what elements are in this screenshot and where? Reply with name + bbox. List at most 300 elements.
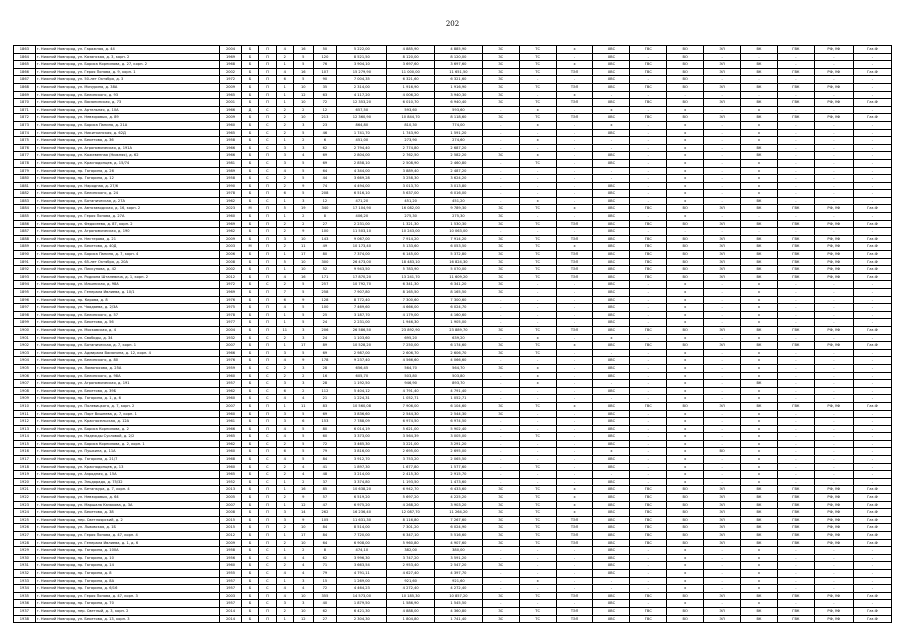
table-cell: ХВС: [593, 220, 630, 228]
table-cell: ТС: [519, 46, 556, 54]
table-cell: 1 916,90: [435, 83, 483, 91]
table-cell: 8 165,50: [387, 289, 435, 297]
table-cell: 17: [293, 251, 313, 259]
table-cell: 1873: [14, 121, 36, 129]
table-cell: ЗС: [482, 76, 519, 84]
table-cell: -: [853, 129, 891, 137]
table-cell: ЗС: [482, 53, 519, 61]
table-cell: х: [741, 600, 778, 608]
table-cell: ВО: [667, 258, 704, 266]
table-cell: -: [630, 76, 667, 84]
table-cell: ГВК: [777, 205, 814, 213]
table-cell: 12: [313, 106, 337, 114]
table-cell: -: [556, 425, 593, 433]
table-cell: -: [814, 289, 853, 297]
table-cell: ГВС: [630, 258, 667, 266]
table-cell: -: [853, 121, 891, 129]
table-cell: 3: [293, 364, 313, 372]
table-cell: 1 741,40: [435, 615, 483, 623]
table-cell: х: [556, 501, 593, 509]
table-cell: -: [853, 364, 891, 372]
table-cell: 921,60: [435, 577, 483, 585]
table-cell: х: [556, 205, 593, 213]
table-cell: ЭЛ: [704, 273, 741, 281]
table-cell: 5: [293, 289, 313, 297]
table-row: [14, 137, 892, 145]
table-cell: 1: [276, 266, 293, 274]
table-cell: -: [556, 569, 593, 577]
table-cell: 27: [313, 615, 337, 623]
table-cell: 1969: [220, 289, 242, 297]
table-cell: П: [259, 425, 276, 433]
table-cell: ГВК: [777, 494, 814, 502]
table-cell: -: [556, 562, 593, 570]
table-cell: -: [482, 547, 519, 555]
table-cell: 6: [313, 137, 337, 145]
table-cell: 1880: [14, 175, 36, 183]
table-cell: 1 052,71: [435, 395, 483, 403]
table-cell: 69: [313, 159, 337, 167]
table-cell: 5: [293, 425, 313, 433]
table-cell: Газ.Ф: [853, 326, 891, 334]
table-cell: -: [556, 281, 593, 289]
table-cell: х: [667, 410, 704, 418]
table-cell: -: [556, 395, 593, 403]
table-cell: 2004: [220, 46, 242, 54]
table-cell: 16 236,40: [337, 509, 387, 517]
table-cell: 26 473,00: [337, 258, 387, 266]
address-cell: г. Нижний Новгород, ул. Бекетова, д. 38: [35, 509, 219, 517]
table-cell: 2012: [220, 273, 242, 281]
table-cell: -: [704, 554, 741, 562]
table-cell: 3 663,54: [337, 562, 387, 570]
table-cell: -: [777, 456, 814, 464]
table-cell: -: [482, 456, 519, 464]
table-cell: Б: [241, 76, 258, 84]
table-cell: П: [259, 273, 276, 281]
table-cell: Б: [241, 228, 258, 236]
table-cell: 1892: [14, 266, 36, 274]
table-cell: -: [741, 76, 778, 84]
table-cell: ХВС: [593, 456, 630, 464]
table-row: [14, 114, 892, 122]
table-cell: 5: [276, 258, 293, 266]
table-cell: -: [556, 53, 593, 61]
table-cell: -: [704, 311, 741, 319]
table-cell: ЗС: [482, 349, 519, 357]
table-cell: 7 267,60: [435, 516, 483, 524]
table-cell: 3 669,28: [337, 175, 387, 183]
table-cell: 2: [276, 53, 293, 61]
address-cell: г. Нижний Новгород, ул. Свободы, д. 34: [35, 334, 219, 342]
table-cell: ВК: [741, 152, 778, 160]
table-row: [14, 121, 892, 129]
table-cell: ЭЛ: [704, 524, 741, 532]
table-cell: ВК: [741, 243, 778, 251]
table-cell: ЭЛ: [704, 61, 741, 69]
table-cell: 8: [313, 547, 337, 555]
table-cell: -: [853, 554, 891, 562]
table-cell: х: [667, 433, 704, 441]
table-cell: -: [814, 53, 853, 61]
table-cell: 2013: [220, 486, 242, 494]
table-cell: М: [241, 243, 258, 251]
table-cell: -: [814, 197, 853, 205]
table-cell: 2005: [220, 494, 242, 502]
table-cell: -: [853, 190, 891, 198]
table-cell: ВК: [741, 46, 778, 54]
table-cell: С: [259, 197, 276, 205]
table-cell: 2: [276, 471, 293, 479]
table-cell: -: [814, 182, 853, 190]
table-cell: 8 514,00: [337, 524, 387, 532]
table-cell: х: [741, 585, 778, 593]
table-cell: -: [482, 380, 519, 388]
table-cell: 1927: [14, 532, 36, 540]
table-cell: 2 544,30: [435, 410, 483, 418]
table-cell: ЭЛ: [704, 83, 741, 91]
table-cell: -: [593, 144, 630, 152]
table-cell: 6 975,20: [337, 501, 387, 509]
table-cell: ГВК: [777, 486, 814, 494]
table-cell: -: [482, 167, 519, 175]
table-cell: х: [667, 387, 704, 395]
table-cell: -: [777, 418, 814, 426]
table-cell: 564,70: [387, 364, 435, 372]
table-cell: ЗС: [482, 46, 519, 54]
table-cell: 1 321,30: [387, 220, 435, 228]
table-cell: -: [777, 319, 814, 327]
table-cell: 10: [293, 592, 313, 600]
table-cell: ХВС: [593, 197, 630, 205]
address-cell: г. Нижний Новгород, ул. Белинского, д. 24: [35, 190, 219, 198]
table-cell: 11 631,30: [337, 516, 387, 524]
table-cell: ТЭЛ: [556, 539, 593, 547]
table-cell: 28: [313, 364, 337, 372]
table-cell: 262: [313, 509, 337, 517]
table-cell: -: [814, 296, 853, 304]
table-cell: х: [593, 334, 630, 342]
table-row: [14, 357, 892, 365]
table-cell: ТС: [519, 402, 556, 410]
table-cell: РФ, УФ: [814, 607, 853, 615]
table-cell: х: [741, 418, 778, 426]
table-cell: -: [704, 129, 741, 137]
table-row: [14, 76, 892, 84]
table-cell: ВК: [741, 532, 778, 540]
table-cell: 5: [293, 129, 313, 137]
table-cell: 15: [313, 577, 337, 585]
table-cell: 1928: [14, 539, 36, 547]
table-cell: ЗС: [482, 205, 519, 213]
table-cell: ТС: [519, 83, 556, 91]
table-row: [14, 600, 892, 608]
table-cell: 4 268,20: [387, 501, 435, 509]
table-cell: -: [853, 137, 891, 145]
table-cell: 4: [293, 463, 313, 471]
table-cell: -: [519, 311, 556, 319]
table-cell: 2: [276, 175, 293, 183]
table-cell: 6 053,50: [435, 243, 483, 251]
table-cell: Б: [241, 175, 258, 183]
table-cell: Газ.Ф: [853, 494, 891, 502]
table-cell: РФ, УФ: [814, 251, 853, 259]
table-cell: ГВК: [777, 592, 814, 600]
table-cell: 80: [313, 251, 337, 259]
table-cell: 4: [276, 357, 293, 365]
table-cell: 5: [293, 319, 313, 327]
table-cell: 3 214,00: [337, 471, 387, 479]
table-cell: ВО: [667, 251, 704, 259]
table-cell: ТС: [519, 592, 556, 600]
table-cell: -: [777, 387, 814, 395]
table-cell: ХВС: [593, 569, 630, 577]
table-cell: х: [593, 448, 630, 456]
table-cell: 4: [276, 395, 293, 403]
table-cell: -: [556, 152, 593, 160]
table-cell: 1 545,50: [435, 600, 483, 608]
table-cell: -: [704, 175, 741, 183]
table-cell: ТЭЛ: [556, 326, 593, 334]
table-cell: 2: [276, 220, 293, 228]
table-cell: х: [741, 106, 778, 114]
table-cell: ТЭЛ: [556, 592, 593, 600]
table-cell: 5: [293, 61, 313, 69]
table-cell: -: [482, 463, 519, 471]
address-cell: г. Нижний Новгород, ул. Ботаническая, д. 27А: [35, 197, 219, 205]
table-cell: 2: [276, 121, 293, 129]
table-cell: 6 908,00: [337, 539, 387, 547]
table-cell: х: [741, 129, 778, 137]
table-cell: ЗС: [482, 494, 519, 502]
table-cell: ВО: [667, 61, 704, 69]
table-cell: -: [630, 167, 667, 175]
table-cell: 2: [276, 463, 293, 471]
table-cell: 1893: [14, 273, 36, 281]
table-cell: -: [777, 357, 814, 365]
table-cell: 16 824,30: [435, 258, 483, 266]
table-cell: -: [777, 91, 814, 99]
table-cell: -: [630, 319, 667, 327]
table-cell: 4: [276, 433, 293, 441]
table-cell: 3 374,80: [337, 478, 387, 486]
table-cell: х: [741, 137, 778, 145]
table-cell: -: [704, 456, 741, 464]
table-cell: ВО: [667, 76, 704, 84]
table-cell: 8 772,40: [337, 296, 387, 304]
table-cell: ЗС: [482, 91, 519, 99]
table-cell: ТЭЛ: [556, 273, 593, 281]
table-cell: 1: [276, 311, 293, 319]
table-cell: -: [593, 91, 630, 99]
table-cell: х: [519, 364, 556, 372]
table-cell: ВК: [741, 205, 778, 213]
table-cell: -: [556, 585, 593, 593]
table-cell: 1: [276, 532, 293, 540]
table-cell: -: [482, 425, 519, 433]
table-cell: 1962: [220, 197, 242, 205]
table-cell: -: [519, 569, 556, 577]
table-cell: 10: [293, 114, 313, 122]
table-cell: ТС: [519, 243, 556, 251]
table-cell: 3 591,20: [435, 554, 483, 562]
address-cell: г. Нижний Новгород, ул. Автозаводская, д. 16, корп. 2: [35, 205, 219, 213]
table-cell: 4 360,80: [435, 607, 483, 615]
table-cell: 6 024,90: [435, 524, 483, 532]
table-cell: 1 591,20: [435, 129, 483, 137]
address-cell: г. Нижний Новгород, ул. 50-лет Октября, д. 3: [35, 76, 219, 84]
table-cell: 10: [293, 539, 313, 547]
address-cell: г. Нижний Новгород, ул. Бекетова, д. 40Д: [35, 243, 219, 251]
table-cell: -: [814, 577, 853, 585]
table-cell: ВК: [741, 524, 778, 532]
table-cell: 3 013,70: [387, 182, 435, 190]
table-cell: -: [556, 410, 593, 418]
table-cell: -: [482, 121, 519, 129]
table-row: [14, 516, 892, 524]
table-cell: х: [741, 349, 778, 357]
table-cell: -: [704, 440, 741, 448]
address-cell: г. Нижний Новгород, пер. Светлоярский, д. 2: [35, 516, 219, 524]
table-cell: -: [814, 304, 853, 312]
table-row: [14, 46, 892, 54]
table-row: [14, 311, 892, 319]
table-cell: -: [556, 554, 593, 562]
table-cell: 3 564,39: [387, 433, 435, 441]
table-cell: -: [741, 213, 778, 221]
table-cell: Б: [241, 266, 258, 274]
table-cell: 3 816,00: [337, 448, 387, 456]
address-cell: г. Нижний Новгород, ул. Нестерова, д. 21: [35, 235, 219, 243]
table-cell: 695,20: [387, 334, 435, 342]
table-cell: ЗС: [482, 220, 519, 228]
address-cell: г. Нижний Новгород, ул. Героя Попова, д. 47, корп. 3: [35, 592, 219, 600]
table-cell: -: [482, 448, 519, 456]
table-cell: 5: [293, 410, 313, 418]
table-cell: -: [704, 144, 741, 152]
table-cell: -: [556, 372, 593, 380]
table-cell: ХВС: [593, 190, 630, 198]
table-cell: ГВК: [777, 539, 814, 547]
table-cell: 1910: [14, 402, 36, 410]
table-cell: 503,80: [387, 372, 435, 380]
table-cell: -: [704, 569, 741, 577]
table-row: [14, 539, 892, 547]
table-cell: -: [519, 547, 556, 555]
table-cell: Б: [241, 289, 258, 297]
table-cell: ЭЛ: [704, 205, 741, 213]
table-cell: Б: [241, 569, 258, 577]
table-cell: -: [593, 577, 630, 585]
table-cell: -: [814, 357, 853, 365]
table-cell: 503,80: [435, 372, 483, 380]
table-cell: -: [482, 129, 519, 137]
table-cell: -: [556, 311, 593, 319]
table-cell: х: [667, 311, 704, 319]
table-cell: -: [777, 281, 814, 289]
table-cell: х: [556, 243, 593, 251]
table-cell: ЗС: [482, 99, 519, 107]
table-cell: 62: [313, 607, 337, 615]
table-cell: 17 104,90: [337, 205, 387, 213]
table-cell: ХВС: [593, 213, 630, 221]
table-cell: 11 503,10: [337, 228, 387, 236]
table-cell: 7 374,00: [337, 251, 387, 259]
table-cell: 17: [293, 532, 313, 540]
table-cell: 1874: [14, 129, 36, 137]
table-cell: 1969: [220, 220, 242, 228]
table-cell: ГВС: [630, 46, 667, 54]
table-cell: х: [667, 144, 704, 152]
table-cell: ВК: [741, 509, 778, 517]
table-cell: ВК: [741, 494, 778, 502]
table-cell: -: [704, 478, 741, 486]
table-cell: 4 160,60: [435, 311, 483, 319]
table-cell: ГВС: [630, 524, 667, 532]
table-cell: 1921: [14, 486, 36, 494]
table-cell: 2: [276, 281, 293, 289]
address-cell: г. Нижний Новгород, ул. Бориса Корнилова, д. 2, корп. 1: [35, 440, 219, 448]
table-cell: С: [259, 372, 276, 380]
table-cell: х: [519, 197, 556, 205]
table-cell: 6 421,30: [337, 607, 387, 615]
table-cell: -: [853, 463, 891, 471]
table-cell: Газ.Ф: [853, 205, 891, 213]
table-cell: х: [741, 425, 778, 433]
table-cell: 1 224,31: [337, 395, 387, 403]
table-cell: 7 004,35: [337, 76, 387, 84]
table-cell: ХВС: [593, 486, 630, 494]
table-cell: х: [667, 152, 704, 160]
table-cell: -: [704, 349, 741, 357]
table-cell: ХВС: [593, 304, 630, 312]
table-cell: 1959: [220, 364, 242, 372]
table-cell: 6 104,60: [435, 402, 483, 410]
table-cell: х: [667, 585, 704, 593]
table-cell: -: [519, 600, 556, 608]
table-cell: 382,00: [387, 547, 435, 555]
table-cell: ГВС: [630, 486, 667, 494]
table-cell: ГВС: [630, 205, 667, 213]
table-cell: 5: [293, 440, 313, 448]
table-cell: ТС: [519, 159, 556, 167]
table-cell: ЗС: [482, 114, 519, 122]
table-cell: С: [259, 167, 276, 175]
table-cell: П: [259, 213, 276, 221]
table-cell: 12: [313, 197, 337, 205]
table-cell: -: [814, 547, 853, 555]
table-cell: 21: [313, 395, 337, 403]
address-cell: г. Нижний Новгород, ул. Ломоносова, д. 25А: [35, 364, 219, 372]
table-cell: -: [777, 380, 814, 388]
table-cell: 657,50: [337, 106, 387, 114]
table-cell: 41: [313, 463, 337, 471]
table-cell: С: [259, 547, 276, 555]
address-cell: г. Нижний Новгород, пр. Гагарина, д. 100А: [35, 547, 219, 555]
table-row: [14, 68, 892, 76]
table-cell: 864,80: [337, 121, 387, 129]
table-cell: 3: [276, 144, 293, 152]
table-cell: -: [593, 137, 630, 145]
table-cell: -: [853, 289, 891, 297]
table-cell: П: [259, 61, 276, 69]
table-cell: П: [259, 114, 276, 122]
table-cell: 2015: [220, 516, 242, 524]
table-cell: ВК: [741, 266, 778, 274]
table-cell: ТС: [519, 607, 556, 615]
table-cell: Газ.Ф: [853, 501, 891, 509]
table-cell: 19: [293, 205, 313, 213]
